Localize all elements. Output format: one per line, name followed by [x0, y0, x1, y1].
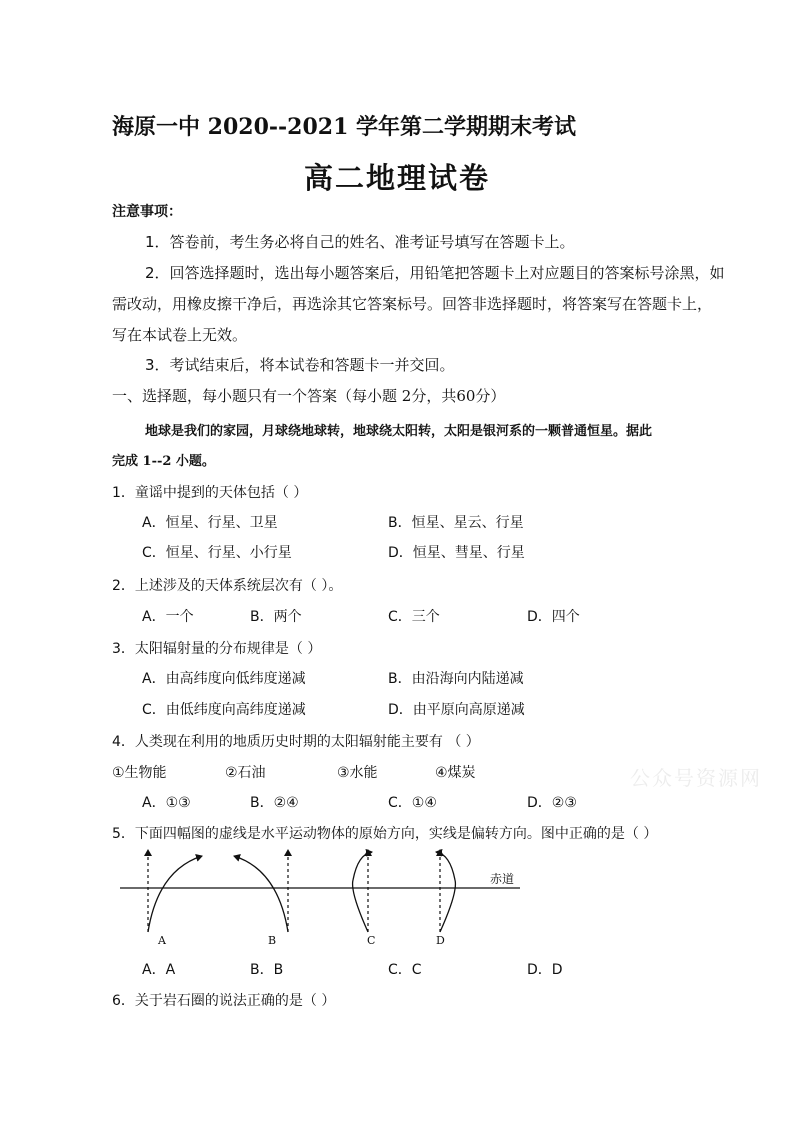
question-1-option-b: B．恒星、星云、行星 [388, 515, 524, 531]
diagram-a [148, 850, 202, 947]
diagram-label-c: C [367, 934, 376, 947]
diagram-label-b: B [268, 934, 277, 947]
question-3-option-c: C．由低纬度向高纬度递减 [142, 702, 306, 718]
question-4-stem: 4．人类现在利用的地质历史时期的太阳辐射能主要有 （ ） [112, 734, 480, 750]
question-5-option-a: A．A [142, 962, 176, 978]
question-1-option-c: C．恒星、行星、小行星 [142, 545, 292, 561]
note-item-2-line3: 写在本试卷上无效。 [112, 326, 248, 344]
question-1-stem: 1．童谣中提到的天体包括（ ） [112, 485, 308, 501]
question-4-item-4: ④煤炭 [435, 765, 476, 781]
note-item-2-line2: 需改动，用橡皮擦干净后，再选涂其它答案标号。回答非选择题时，将答案写在答题卡上， [112, 295, 713, 313]
diagram-c [353, 850, 376, 947]
question-3-option-a: A．由高纬度向低纬度递减 [142, 671, 306, 687]
question-1-option-a: A．恒星、行星、卫星 [142, 515, 278, 531]
question-4-item-2: ②石油 [225, 765, 266, 781]
diagram-label-a: A [158, 934, 166, 947]
deflection-arrow [234, 856, 288, 932]
question-4-option-a: A．①③ [142, 795, 191, 811]
question-5-option-b: B．B [250, 962, 284, 978]
note-item-3: 3．考试结束后，将本试卷和答题卡一并交回。 [145, 356, 455, 374]
note-item-2-line1: 2．回答选择题时，选出每小题答案后，用铅笔把答题卡上对应题目的答案标号涂黑，如 [145, 264, 725, 282]
question-2-option-b: B．两个 [250, 609, 302, 625]
question-5-option-d: D．D [527, 962, 563, 978]
question-4-option-d: D．②③ [527, 795, 577, 811]
question-4-item-1: ①生物能 [112, 765, 167, 781]
diagram-b [234, 850, 288, 947]
question-3-option-b: B．由沿海向内陆递减 [388, 671, 524, 687]
question-2-option-d: D．四个 [527, 609, 580, 625]
question-2-option-c: C．三个 [388, 609, 440, 625]
deflection-arrow [353, 852, 372, 932]
deflection-arrow [148, 856, 202, 932]
question-3-stem: 3．太阳辐射量的分布规律是（ ） [112, 641, 322, 657]
question-3-option-d: D．由平原向高原递减 [388, 702, 525, 718]
coriolis-deflection-figure [110, 840, 530, 952]
question-4-item-3: ③水能 [337, 765, 378, 781]
notes-heading: 注意事项： [112, 204, 182, 220]
note-item-1: 1．答卷前，考生务必将自己的姓名、准考证号填写在答题卡上。 [145, 233, 575, 251]
exam-title: 海原一中 2020--2021 学年第二学期期末考试 [112, 114, 577, 140]
watermark: 公众号资源网 [630, 766, 762, 790]
diagram-d [436, 850, 455, 947]
diagram-label-d: D [436, 934, 445, 947]
question-2-option-a: A．一个 [142, 609, 194, 625]
deflection-arrow [436, 852, 455, 932]
question-4-option-b: B．②④ [250, 795, 299, 811]
section-heading: 一、选择题，每小题只有一个答案（每小题 2分，共60分） [112, 387, 506, 405]
question-4-option-c: C．①④ [388, 795, 437, 811]
question-1-option-d: D．恒星、彗星、行星 [388, 545, 525, 561]
section-intro-line1: 地球是我们的家园，月球绕地球转，地球绕太阳转，太阳是银河系的一颗普通恒星。据此 [145, 424, 653, 439]
section-intro-line2: 完成 1--2 小题。 [112, 454, 215, 469]
question-5-option-c: C．C [388, 962, 422, 978]
subject-title: 高二地理试卷 [303, 161, 490, 195]
equator-label: 赤道 [490, 872, 515, 886]
question-5-stem: 5．下面四幅图的虚线是水平运动物体的原始方向，实线是偏转方向。图中正确的是（ ） [112, 826, 658, 842]
question-2-stem: 2．上述涉及的天体系统层次有（ ）。 [112, 578, 343, 594]
question-6-stem: 6．关于岩石圈的说法正确的是（ ） [112, 993, 336, 1009]
